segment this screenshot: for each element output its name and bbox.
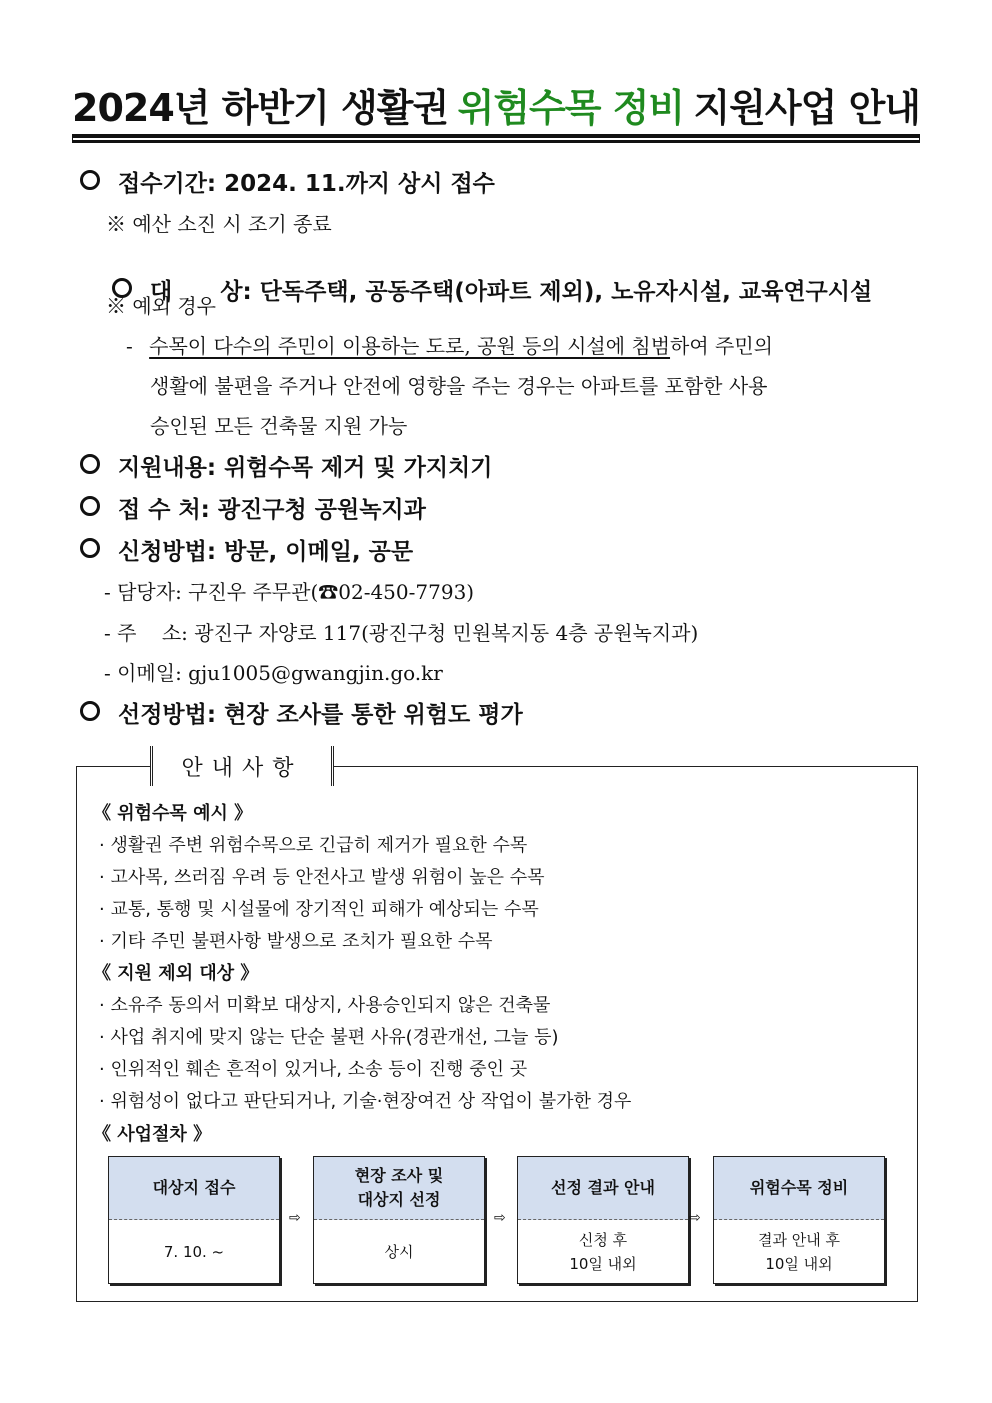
notice-label: 안내사항 <box>150 746 334 786</box>
exception-line1: - 수목이 다수의 주민이 이용하는 도로, 공원 등의 시설에 침범하여 주민의 <box>126 334 773 358</box>
content-item: 지원내용: 위험수목 제거 및 가지치기 <box>80 449 493 482</box>
title-part3: 지원사업 안내 <box>693 86 920 130</box>
exception-underlined-text: 수목이 다수의 주민이 이용하는 도로, 공원 등의 시설에 침범 <box>149 334 671 358</box>
step-body: 7. 10. ~ <box>163 1243 225 1261</box>
exception-line2: 생활에 불편을 주거나 안전에 영향을 주는 경우는 아파트를 포함한 사용 <box>150 374 768 398</box>
example-item: · 생활권 주변 위험수목으로 긴급히 제거가 필요한 수목 <box>99 835 528 856</box>
step-body: 상시 <box>384 1243 414 1261</box>
process-step-2 <box>313 1156 485 1284</box>
step-body: 결과 안내 후 10일 내외 <box>758 1231 840 1273</box>
arrow-right-icon: ⇨ <box>289 1210 301 1226</box>
target-item: 대 상: 단독주택, 공동주택(아파트 제외), 노유자시설, 교육연구시설 <box>80 247 872 332</box>
process-step-4 <box>713 1156 885 1284</box>
circle-bullet-icon <box>80 538 100 558</box>
contact-address: - 주 소: 광진구 자양로 117(광진구청 민원복지동 4층 공원녹지과) <box>104 621 699 645</box>
step-head: 위험수목 정비 <box>714 1157 884 1220</box>
title-part1: 2024년 하반기 생활권 <box>72 86 449 130</box>
contact-email: - 이메일: gju1005@gwangjin.go.kr <box>104 661 443 685</box>
exclusion-item: · 사업 취지에 맞지 않는 단순 불편 사유(경관개선, 그늘 등) <box>99 1027 559 1048</box>
example-item: · 기타 주민 불편사항 발생으로 조치가 필요한 수목 <box>99 931 493 952</box>
example-item: · 교통, 통행 및 시설물에 장기적인 피해가 예상되는 수목 <box>99 899 539 920</box>
step-head: 현장 조사 및 대상지 선정 <box>314 1157 484 1220</box>
circle-bullet-icon <box>80 496 100 516</box>
exclusions-title: 《 지원 제외 대상 》 <box>93 963 259 984</box>
circle-bullet-icon <box>80 701 100 721</box>
process-step-3 <box>517 1156 689 1284</box>
process-step-1 <box>108 1156 280 1284</box>
title-highlight: 위험수목 정비 <box>457 86 685 130</box>
step-head: 대상지 접수 <box>109 1157 279 1220</box>
step-body: 신청 후 10일 내외 <box>569 1231 637 1273</box>
step-head: 선정 결과 안내 <box>518 1157 688 1220</box>
arrow-right-icon: ⇨ <box>494 1210 506 1226</box>
selection-item: 선정방법: 현장 조사를 통한 위험도 평가 <box>80 696 523 729</box>
arrow-right-icon: ⇨ <box>689 1210 701 1226</box>
circle-bullet-icon <box>80 170 100 190</box>
exclusion-item: · 소유주 동의서 미확보 대상지, 사용승인되지 않은 건축물 <box>99 995 551 1016</box>
exclusion-item: · 위험성이 없다고 판단되거나, 기술·현장여건 상 작업이 불가한 경우 <box>99 1091 632 1112</box>
examples-title: 《 위험수목 예시 》 <box>93 803 253 824</box>
exception-title: ※ 예외 경우 <box>106 294 216 318</box>
office-item: 접 수 처: 광진구청 공원녹지과 <box>80 491 426 524</box>
process-title: 《 사업절차 》 <box>93 1124 212 1145</box>
exception-line3: 승인된 모든 건축물 지원 가능 <box>150 414 408 438</box>
example-item: · 고사목, 쓰러짐 우려 등 안전사고 발생 위험이 높은 수목 <box>99 867 545 888</box>
period-note: ※ 예산 소진 시 조기 종료 <box>106 212 332 236</box>
page-title <box>72 86 920 138</box>
method-item: 신청방법: 방문, 이메일, 공문 <box>80 533 413 566</box>
period-item: 접수기간: 2024. 11.까지 상시 접수 <box>80 165 495 198</box>
circle-bullet-icon <box>80 454 100 474</box>
contact-person: - 담당자: 구진우 주무관(☎02-450-7793) <box>104 580 475 604</box>
exclusion-item: · 인위적인 훼손 흔적이 있거나, 소송 등이 진행 중인 곳 <box>99 1059 528 1080</box>
